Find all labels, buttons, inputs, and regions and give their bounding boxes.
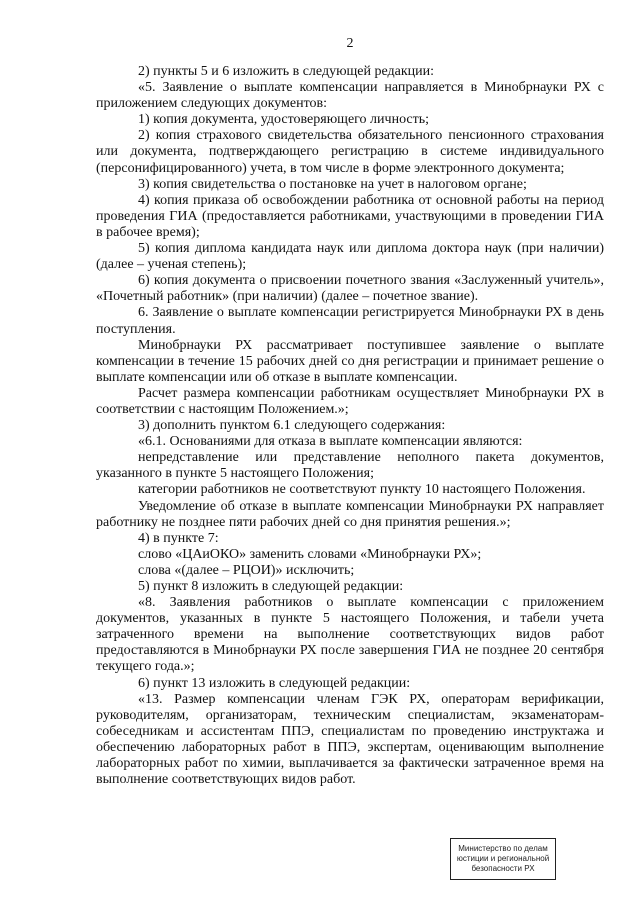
paragraph: «6.1. Основаниями для отказа в выплате компенсации являются: xyxy=(138,434,523,450)
paragraph: непредставление или представление неполного пакета документов, указанного в пункте 5 настоящего Положения; xyxy=(96,450,604,482)
stamp-line: Министерство по делам xyxy=(458,844,548,853)
paragraph: 6. Заявление о выплате компенсации регистрируется Минобрнауки РХ в день поступления. xyxy=(96,305,604,337)
paragraph: 4) в пункте 7: xyxy=(138,530,219,546)
paragraph: слово «ЦАиОКО» заменить словами «Минобрнауки РХ»; xyxy=(138,546,482,562)
paragraph: категории работников не соответствуют пункту 10 настоящего Положения. xyxy=(138,482,586,498)
paragraph: 3) копия свидетельства о постановке на учет в налоговом органе; xyxy=(138,176,527,192)
paragraph: 3) дополнить пунктом 6.1 следующего содержания: xyxy=(138,418,446,434)
paragraph: Минобрнауки РХ рассматривает поступившее заявление о выплате компенсации в течение 15 рабочих дней со дня регистрации и принимает решение о выплате компенсации или об отказе в выплате компенсации. xyxy=(96,337,604,385)
paragraph: «8. Заявления работников о выплате компенсации с приложением документов, указанных в пункте 5 настоящего Положения, и табели учета затраченного времени на выполнение соответствующих видов работ предоставляются в Минобрнауки РХ после завершения ГИА не позднее 20 сентября текущего года.»; xyxy=(96,595,604,675)
paragraph: слова «(далее – РЦОИ)» исключить; xyxy=(138,562,355,578)
stamp-line: безопасности РХ xyxy=(471,864,535,873)
paragraph: 5) пункт 8 изложить в следующей редакции: xyxy=(138,579,404,594)
paragraph: 6) пункт 13 изложить в следующей редакции: xyxy=(138,675,411,691)
paragraph: 5) копия диплома кандидата наук или диплома доктора наук (при наличии) (далее – ученая степень); xyxy=(96,241,604,273)
stamp-line: юстиции и региональной xyxy=(456,854,550,863)
document-body xyxy=(96,64,604,788)
paragraph: Расчет размера компенсации работникам осуществляет Минобрнауки РХ в соответствии с настоящим Положением.»; xyxy=(96,385,604,417)
paragraph: 2) копия страхового свидетельства обязательного пенсионного страхования или документа, подтверждающего регистрацию в системе индивидуального (персонифицированного) учета, в том числе в форме электронного документа; xyxy=(96,128,604,176)
paragraph: 4) копия приказа об освобождении работника от основной работы на период проведения ГИА (предоставляется работниками, участвующими в проведении ГИА в рабочее время); xyxy=(96,192,604,240)
page-number: 2 xyxy=(346,36,354,51)
paragraph: 2) пункты 5 и 6 изложить в следующей редакции: xyxy=(138,64,435,79)
paragraph: «5. Заявление о выплате компенсации направляется в Минобрнауки РХ с приложением следующих документов: xyxy=(96,80,604,112)
ministry-stamp xyxy=(450,838,556,880)
paragraph: 6) копия документа о присвоении почетного звания «Заслуженный учитель», «Почетный работник» (при наличии) (далее – почетное звание). xyxy=(96,273,604,305)
paragraph: 1) копия документа, удостоверяющего личность; xyxy=(138,112,430,128)
paragraph: «13. Размер компенсации членам ГЭК РХ, операторам верификации, руководителям, организаторам, техническим специалистам, экзаменаторам-собеседникам и ассистентам ППЭ, специалистам по проведению инструктажа и обеспечению лабораторных работ в ППЭ, экспертам, оценивающим выполнение лабораторных работ по химии, выплачивается за фактически затраченное время на выполнение соответствующих видов работ. xyxy=(96,691,604,788)
paragraph: Уведомление об отказе в выплате компенсации Минобрнауки РХ направляет работнику не позднее пяти рабочих дней со дня принятия решения.»; xyxy=(96,498,604,530)
